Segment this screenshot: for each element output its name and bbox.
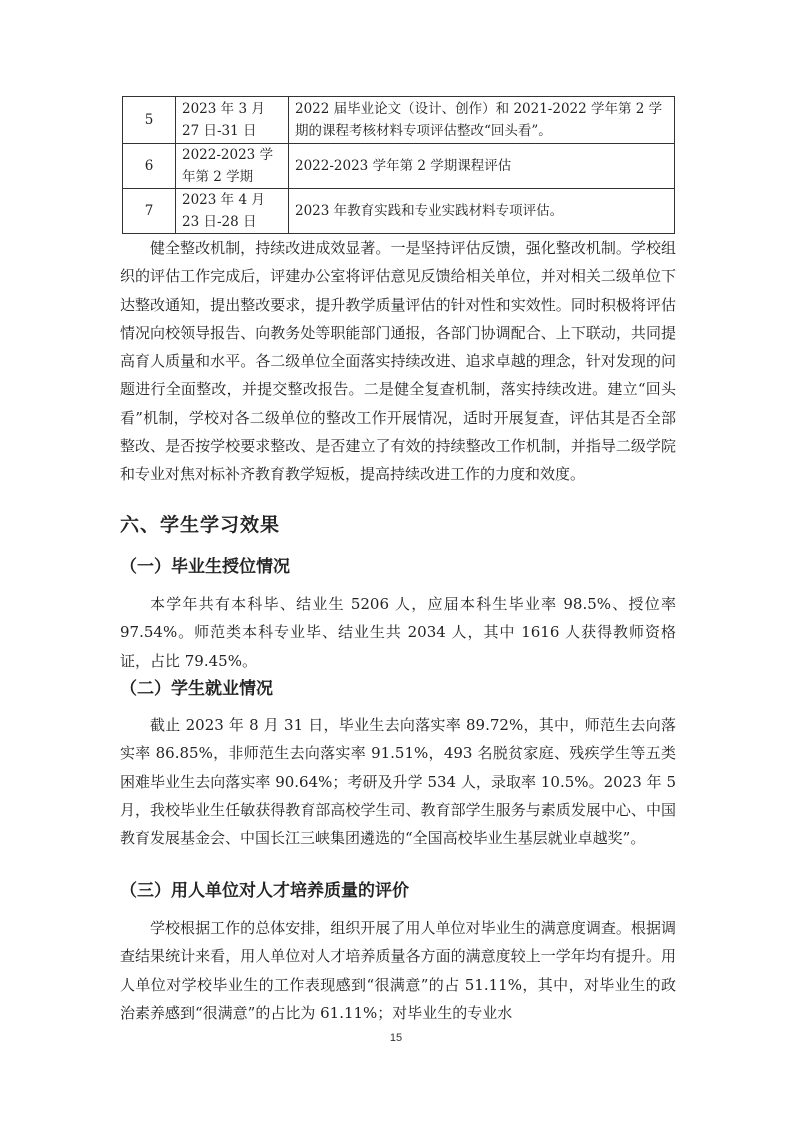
employment-paragraph: 截止 2023 年 8 月 31 日，毕业生去向落实率 89.72%，其中，师范生去向落实率 86.85%，非师范生去向落实率 91.51%，493 名脱贫家庭、残疾学生等五类困难毕业生去向落实率 90.64%；考研及升学 534 人，录取率 10.5%。2023 年 5 月，我校毕业生任敏获得教育部高校学生司、教育部学生服务与素质发展中心、中国教育发展基金会、中国长江三峡集团遴选的“全国高校毕业生基层就业卓越奖”。 [120, 716, 676, 848]
rectification-paragraph: 健全整改机制，持续改进成效显著。一是坚持评估反馈，强化整改机制。学校组织的评估工作完成后，评建办公室将评估意见反馈给相关单位，并对相关二级单位下达整改通知，提出整改要求，提升教学质量评估的针对性和实效性。同时积极将评估情况向校领导报告、向教务处等职能部门通报，各部门协调配合、上下联动，共同提高育人质量和水平。各二级单位全面落实持续改进、追求卓越的理念，针对发现的问题进行全面整改，并提交整改报告。二是健全复查机制，落实持续改进。建立“回头看”机制，学校对各二级单位的整改工作开展情况，适时开展复查，评估其是否全部整改、是否按学校要求整改、是否建立了有效的持续整改工作机制，并指导二级学院和专业对焦对标补齐教育教学短板，提高持续改进工作的力度和效度。 [120, 239, 676, 484]
row-date: 2023 年 4 月 23 日-28 日 [176, 189, 289, 234]
section-heading: 六、学生学习效果 [120, 514, 281, 536]
evaluation-paragraph: 学校根据工作的总体安排，组织开展了用人单位对毕业生的满意度调查。根据调查结果统计来看，用人单位对人才培养质量各方面的满意度较上一学年均有提升。用人单位对学校毕业生的工作表现感到“很满意”的占 51.11%，其中，对毕业生的政治素养感到“很满意”的占比为 61.11%；对毕业生的专业水 [120, 919, 676, 1022]
evaluation-paragraph-block [120, 914, 676, 1027]
rectification-paragraph-block [120, 234, 676, 489]
subsection-heading-employment: （二）学生就业情况 [120, 679, 273, 699]
evaluation-schedule-table [122, 96, 675, 234]
table-row [123, 97, 675, 144]
degree-paragraph: 本学年共有本科毕、结业生 5206 人，应届本科生毕业率 98.5%、授位率 97.54%。师范类本科专业毕、结业生共 2034 人，其中 1616 人获得教师资格证，占比 79.45%。 [120, 595, 676, 670]
employment-paragraph-block [120, 711, 676, 852]
row-description: 2023 年教育实践和专业实践材料专项评估。 [289, 189, 675, 234]
degree-paragraph-block [120, 590, 676, 675]
subsection-heading-degree: （一）毕业生授位情况 [120, 557, 290, 577]
row-date: 2022-2023 学年第 2 学期 [176, 144, 289, 189]
row-number: 7 [123, 189, 176, 234]
table-row [123, 189, 675, 234]
row-number: 5 [123, 97, 176, 144]
row-number: 6 [123, 144, 176, 189]
page-number: 15 [389, 1032, 403, 1044]
row-description: 2022-2023 学年第 2 学期课程评估 [289, 144, 675, 189]
row-description: 2022 届毕业论文（设计、创作）和 2021-2022 学年第 2 学期的课程考核材料专项评估整改“回头看”。 [289, 97, 675, 144]
table-row [123, 144, 675, 189]
subsection-heading-evaluation: （三）用人单位对人才培养质量的评价 [120, 881, 409, 901]
row-date: 2023 年 3 月 27 日-31 日 [176, 97, 289, 144]
